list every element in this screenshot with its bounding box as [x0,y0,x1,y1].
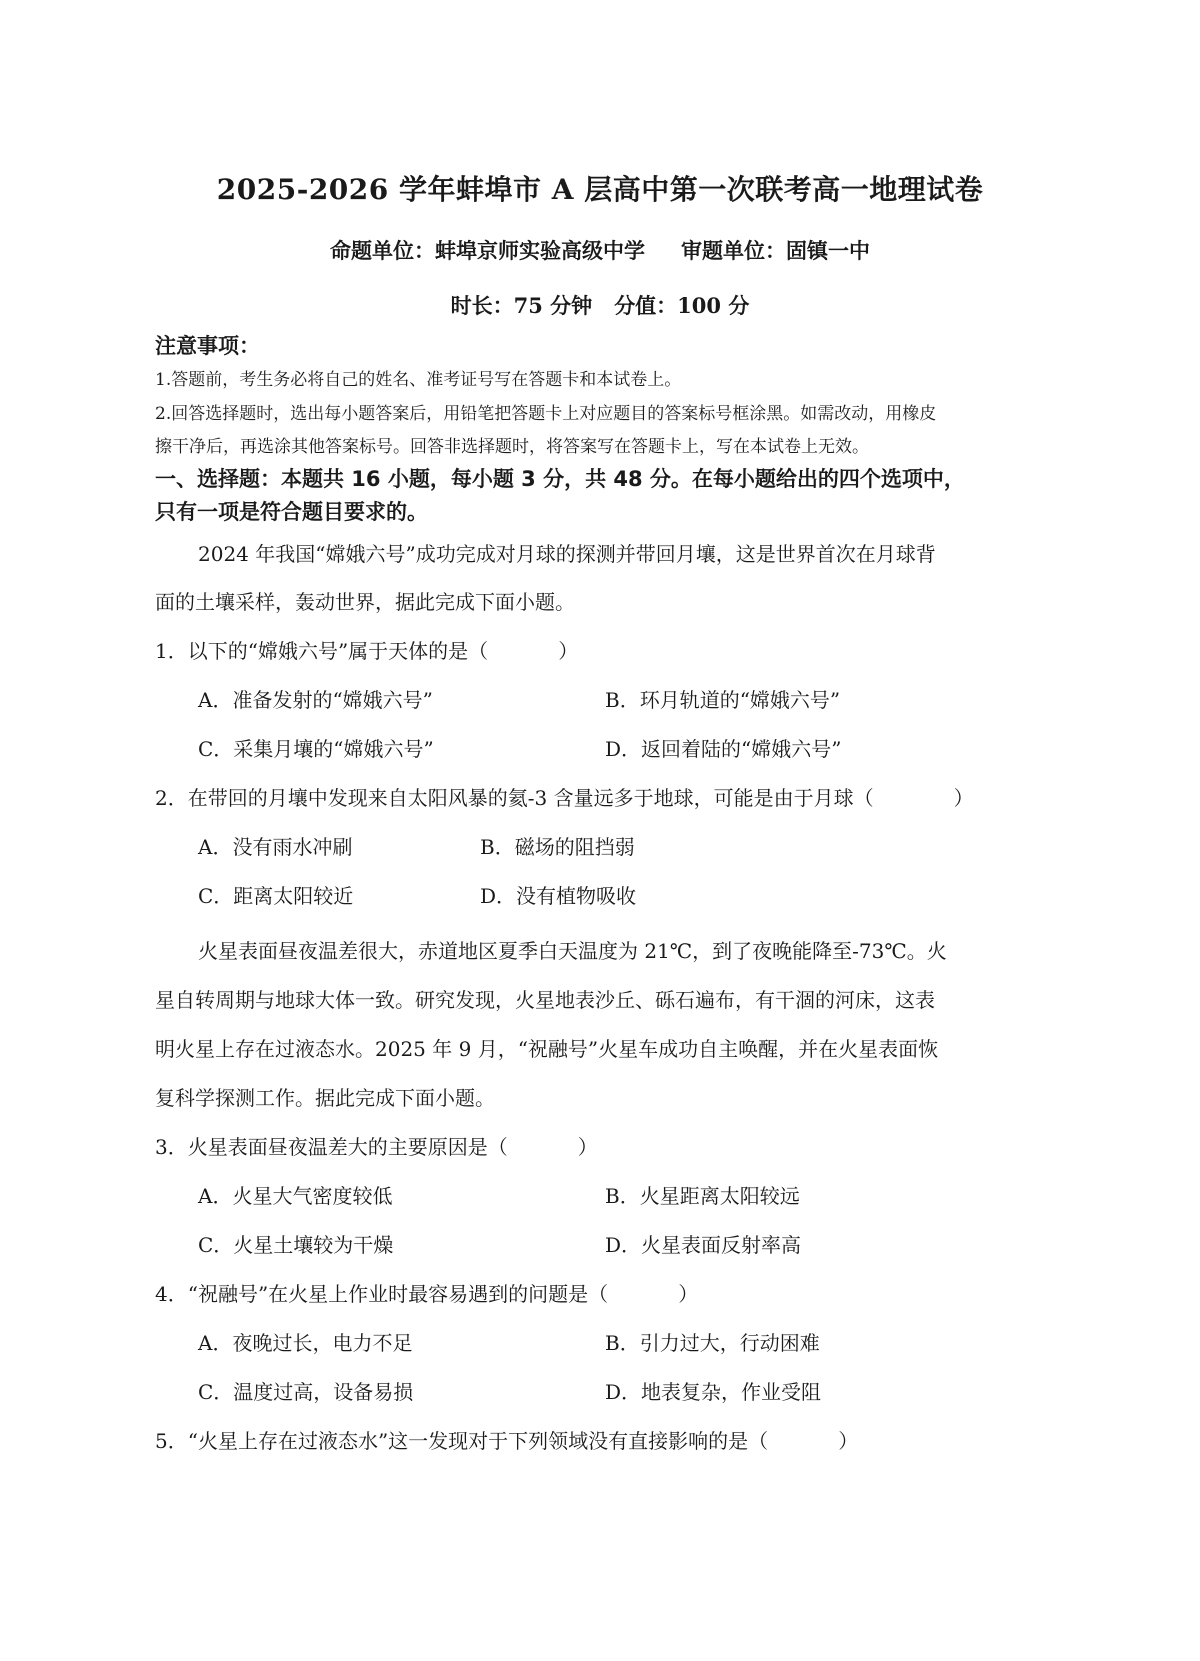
question-2-text: 2．在带回的月壤中发现来自太阳风暴的氦-3 含量远多于地球，可能是由于月球（ [155,786,874,810]
option-c: C．温度过高，设备易损 [198,1380,414,1404]
question-stem [155,1278,698,1307]
exam-title: 2025-2026 学年蚌埠市 A 层高中第一次联考高一地理试卷 [216,173,984,206]
passage-line: 复科学探测工作。据此完成下面小题。 [155,1086,495,1110]
option-c: C．距离太阳较近 [198,884,354,908]
notice-item: 擦干净后，再选涂其他答案标号。回答非选择题时，将答案写在答题卡上，写在本试卷上无效。 [155,437,869,457]
section-heading-cont: 只有一项是符合题目要求的。 [155,500,428,524]
exam-subtitle [0,235,1200,265]
reviewer-unit: 审题单位：固镇一中 [681,238,870,263]
notice-heading: 注意事项： [155,334,260,358]
option-b: B．引力过大，行动困难 [605,1331,820,1355]
option-d: D．火星表面反射率高 [605,1233,802,1257]
exam-score: 分值：100 分 [614,293,750,318]
question-stem [155,782,974,811]
bracket-close: ） [558,639,579,663]
passage-line: 星自转周期与地球大体一致。研究发现，火星地表沙丘、砾石遍布，有干涸的河床，这表 [155,988,935,1012]
question-stem [155,1131,598,1160]
notice-item: 2.回答选择题时，选出每小题答案后，用铅笔把答题卡上对应题目的答案标号框涂黑。如需改动，用橡皮 [155,404,937,424]
bracket-close: ） [838,1429,859,1453]
passage-line: 2024 年我国“嫦娥六号”成功完成对月球的探测并带回月壤，这是世界首次在月球背 [198,542,936,566]
exam-meta [0,290,1200,320]
passage-line: 面的土壤采样，轰动世界，据此完成下面小题。 [155,590,575,614]
bracket-close: ） [678,1282,699,1306]
author-unit: 命题单位：蚌埠京师实验高级中学 [330,238,645,263]
option-d: D．地表复杂，作业受阻 [605,1380,822,1404]
option-c: C．采集月壤的“嫦娥六号” [198,737,434,761]
option-c: C．火星土壤较为干燥 [198,1233,394,1257]
question-4-text: 4．“祝融号”在火星上作业时最容易遇到的问题是（ [155,1282,609,1306]
exam-duration: 时长：75 分钟 [450,293,593,318]
option-a: A．没有雨水冲刷 [198,835,353,859]
option-b: B．磁场的阻挡弱 [480,835,635,859]
question-5-text: 5．“火星上存在过液态水”这一发现对于下列领域没有直接影响的是（ [155,1429,769,1453]
question-stem [155,635,578,664]
notice-item: 1.答题前，考生务必将自己的姓名、准考证号写在答题卡和本试卷上。 [155,370,682,390]
option-a: A．准备发射的“嫦娥六号” [198,688,433,712]
option-a: A．夜晚过长，电力不足 [198,1331,413,1355]
option-b: B．环月轨道的“嫦娥六号” [605,688,841,712]
option-d: D．返回着陆的“嫦娥六号” [605,737,842,761]
question-stem [155,1425,858,1454]
bracket-close: ） [953,786,974,810]
section-heading: 一、选择题：本题共 16 小题，每小题 3 分，共 48 分。在每小题给出的四个选项中， [155,467,965,491]
question-3-text: 3．火星表面昼夜温差大的主要原因是（ [155,1135,508,1159]
bracket-close: ） [577,1135,598,1159]
passage-line: 火星表面昼夜温差很大，赤道地区夏季白天温度为 21℃，到了夜晚能降至-73℃。火 [198,939,947,963]
option-b: B．火星距离太阳较远 [605,1184,800,1208]
passage-line: 明火星上存在过液态水。2025 年 9 月，“祝融号”火星车成功自主唤醒，并在火星表面恢 [155,1037,939,1061]
option-d: D．没有植物吸收 [480,884,637,908]
question-1-text: 1．以下的“嫦娥六号”属于天体的是（ [155,639,489,663]
option-a: A．火星大气密度较低 [198,1184,393,1208]
